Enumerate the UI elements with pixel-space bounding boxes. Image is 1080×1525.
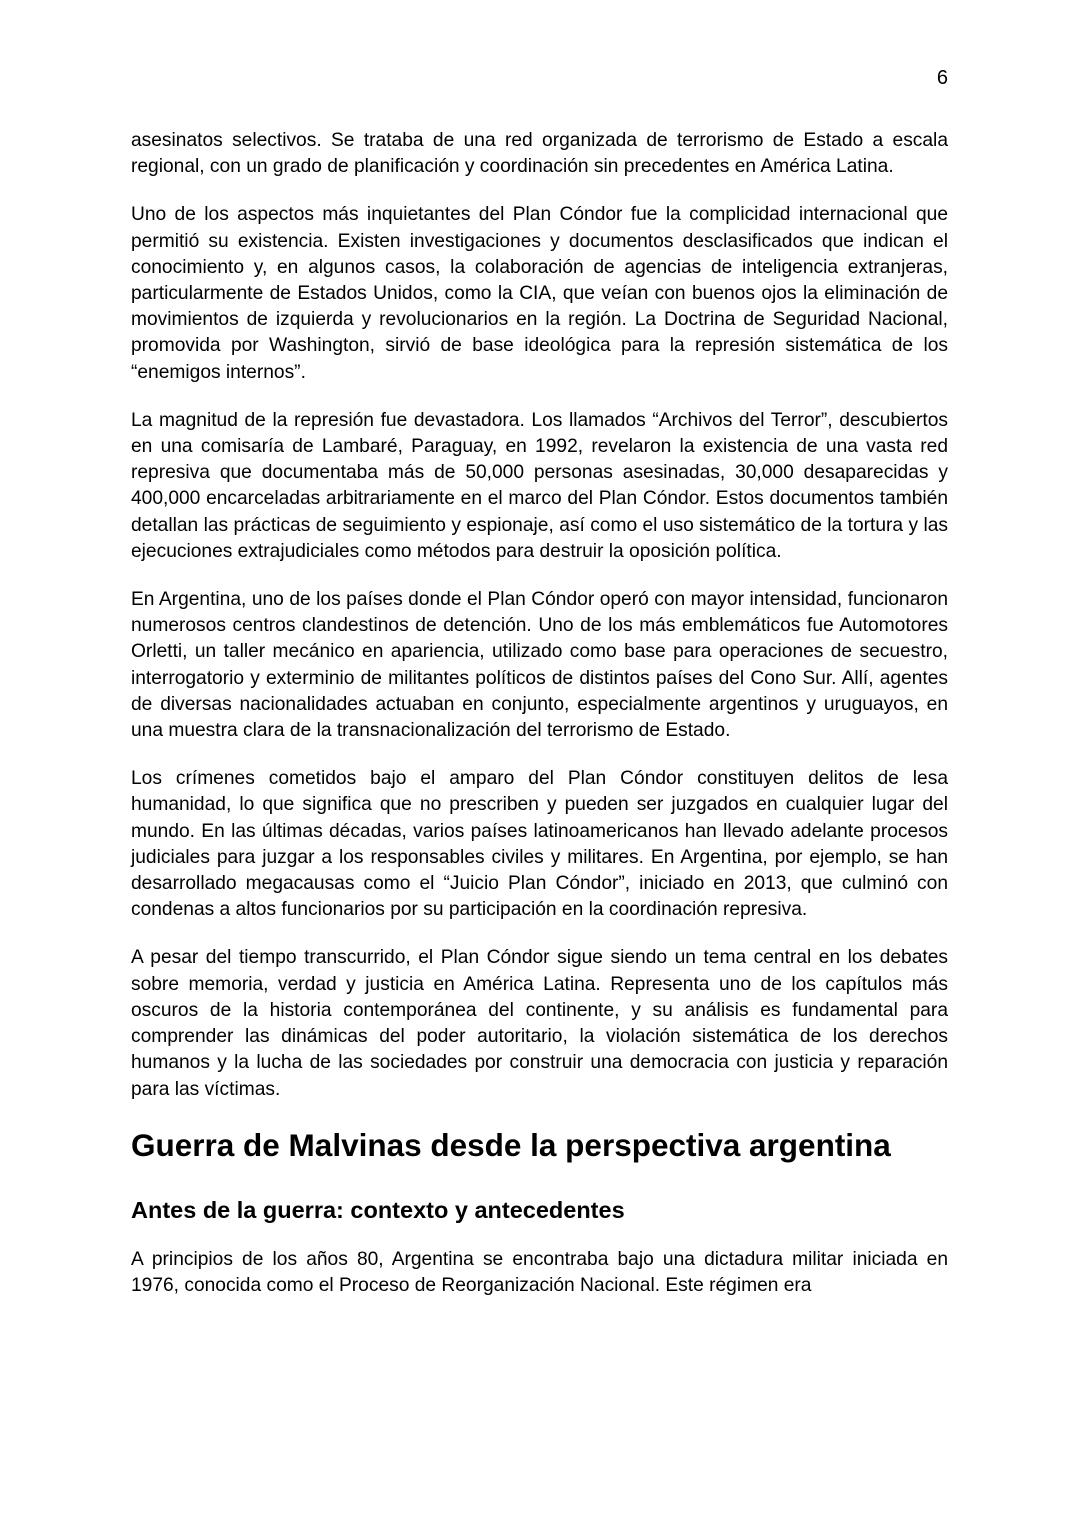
paragraph-argentina-detention-centers: En Argentina, uno de los países donde el Plan Cóndor operó con mayor intensidad, funcionaron numerosos centros clandestinos de detención. Uno de los más emblemáticos fue Automotores Orletti, un taller mecánico en apariencia, utilizado como base para operaciones de secuestro, interrogatorio y exterminio de militantes políticos de distintos países del Cono Sur. Allí, agentes de diversas nacionalidades actuaban en conjunto, especialmente argentinos y uruguayos, en una muestra clara de la transnacionalización del terrorismo de Estado. bbox=[131, 589, 948, 742]
paragraph-repression-magnitude: La magnitud de la represión fue devastadora. Los llamados “Archivos del Terror”, descubiertos en una comisaría de Lambaré, Paraguay, en 1992, revelaron la existencia de una vasta red represiva que documentaba más de 50,000 personas asesinadas, 30,000 desaparecidas y 400,000 encarceladas arbitrariamente en el marco del Plan Cóndor. Estos documentos también detallan las prácticas de seguimiento y espionaje, así como el uso sistemático de la tortura y las ejecuciones extrajudiciales como métodos para destruir la oposición política. bbox=[131, 409, 948, 562]
paragraph-memory-truth-justice: A pesar del tiempo transcurrido, el Plan Cóndor sigue siendo un tema central en los debates sobre memoria, verdad y justicia en América Latina. Representa uno de los capítulos más oscuros de la historia contemporánea del continente, y su análisis es fundamental para comprender las dinámicas del poder autoritario, la violación sistemática de los derechos humanos y la lucha de las sociedades por construir una democracia con justicia y reparación para las víctimas. bbox=[131, 947, 948, 1100]
section-heading: Guerra de Malvinas desde la perspectiva argentina bbox=[131, 1126, 891, 1163]
paragraph-international-complicity: Uno de los aspectos más inquietantes del Plan Cóndor fue la complicidad internacional que permitió su existencia. Existen investigaciones y documentos desclasificados que indican el conocimiento y, en algunos casos, la colaboración de agencias de inteligencia extranjeras, particularmente de Estados Unidos, como la CIA, que veían con buenos ojos la eliminación de movimientos de izquierda y revolucionarios en la región. La Doctrina de Seguridad Nacional, promovida por Washington, sirvió de base ideológica para la represión sistemática de los “enemigos internos”. bbox=[131, 204, 948, 383]
subsection-heading: Antes de la guerra: contexto y antecedentes bbox=[131, 1196, 625, 1223]
paragraph-malvinas-context: A principios de los años 80, Argentina se encontraba bajo una dictadura militar iniciada en 1976, conocida como el Proceso de Reorganización Nacional. Este régimen era bbox=[131, 1248, 948, 1296]
page-number: 6 bbox=[936, 67, 948, 89]
paragraph-plan-condor-intro: asesinatos selectivos. Se trataba de una red organizada de terrorismo de Estado a escala regional, con un grado de planificación y coordinación sin precedentes en América Latina. bbox=[131, 130, 948, 178]
paragraph-crimes-against-humanity: Los crímenes cometidos bajo el amparo del Plan Cóndor constituyen delitos de lesa humanidad, lo que significa que no prescriben y pueden ser juzgados en cualquier lugar del mundo. En las últimas décadas, varios países latinoamericanos han llevado adelante procesos judiciales para juzgar a los responsables civiles y militares. En Argentina, por ejemplo, se han desarrollado megacausas como el “Juicio Plan Cóndor”, iniciado en 2013, que culminó con condenas a altos funcionarios por su participación en la coordinación represiva. bbox=[131, 768, 948, 921]
document-body bbox=[131, 128, 948, 1321]
